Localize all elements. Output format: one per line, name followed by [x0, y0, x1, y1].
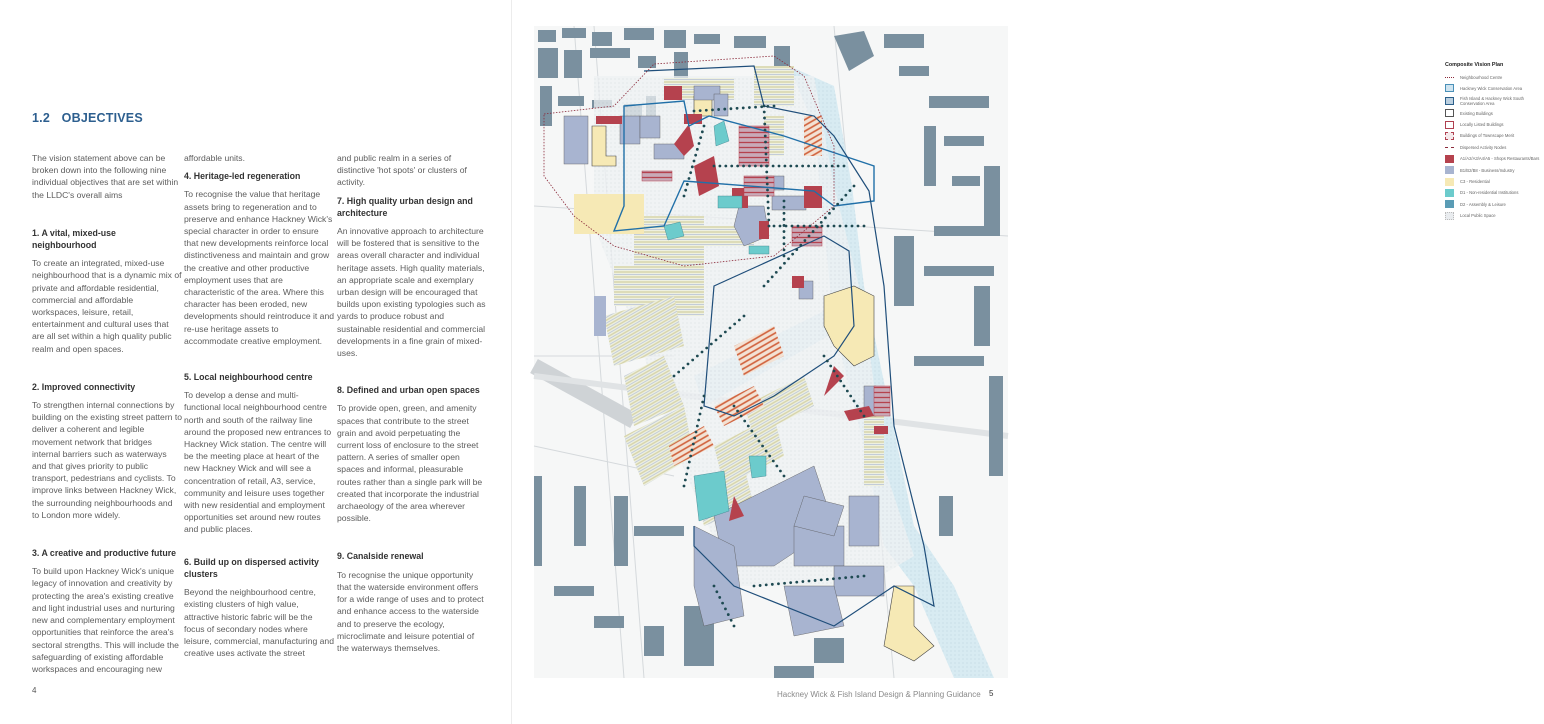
activity-node-dot: [787, 257, 790, 260]
activity-node-dot: [803, 225, 806, 228]
activity-node-dot: [750, 430, 753, 433]
activity-node-dot: [761, 445, 764, 448]
activity-node-dot: [804, 239, 807, 242]
activity-node-dot: [763, 123, 766, 126]
activity-node-dot: [775, 271, 778, 274]
activity-node-dot: [783, 224, 786, 227]
activity-node-dot: [699, 413, 702, 416]
activity-node-dot: [813, 165, 816, 168]
section-title: [32, 111, 143, 125]
activity-node-dot: [766, 177, 769, 180]
activity-node-dot: [724, 165, 727, 168]
activity-node-dot: [771, 583, 774, 586]
activity-node-dot: [763, 285, 766, 288]
activity-node-dot: [856, 575, 859, 578]
activity-node-dot: [701, 351, 704, 354]
activity-node-dot: [705, 109, 708, 112]
objective-1-heading: 1. A vital, mixed-use neighbourhood: [32, 227, 116, 251]
activity-node-dot: [736, 107, 739, 110]
legend-item: [1445, 121, 1540, 129]
activity-node-dot: [863, 575, 866, 578]
activity-node-dot: [837, 165, 840, 168]
activity-node-dot: [853, 400, 856, 403]
activity-node-dot: [783, 200, 786, 203]
text-column-1: [32, 152, 182, 675]
activity-node-dot: [771, 276, 774, 279]
activity-node-dot: [699, 136, 702, 139]
activity-node-dot: [754, 106, 757, 109]
activity-node-dot: [736, 410, 739, 413]
activity-node-dot: [789, 165, 792, 168]
activity-node-dot: [783, 242, 786, 245]
text-column-2: [184, 152, 334, 659]
activity-node-dot: [827, 225, 830, 228]
footer-document-title: Hackney Wick & Fish Island Design & Planning Guidance: [777, 690, 981, 699]
legend-swatch-icon: [1445, 84, 1454, 92]
activity-node-dot: [783, 248, 786, 251]
activity-node-dot: [738, 319, 741, 322]
activity-node-dot: [748, 106, 751, 109]
activity-node-dot: [689, 455, 692, 458]
activity-node-dot: [763, 117, 766, 120]
legend-item: [1445, 109, 1540, 117]
activity-node-dot: [853, 185, 856, 188]
activity-node-dot: [693, 437, 696, 440]
activity-node-dot: [754, 165, 757, 168]
activity-node-dot: [773, 105, 776, 108]
activity-node-dot: [836, 203, 839, 206]
legend-swatch-icon: [1445, 212, 1454, 220]
activity-node-dot: [808, 580, 811, 583]
legend-item: [1445, 84, 1540, 92]
activity-node-dot: [779, 266, 782, 269]
activity-node-dot: [733, 405, 736, 408]
activity-node-dot: [766, 105, 769, 108]
activity-node-dot: [766, 189, 769, 192]
activity-node-dot: [692, 443, 695, 446]
objective-8-heading: 8. Defined and urban open spaces: [337, 385, 480, 396]
legend-label: Locally Listed Buildings: [1460, 122, 1504, 128]
activity-node-dot: [701, 130, 704, 133]
legend-swatch-icon: [1445, 147, 1454, 148]
legend-swatch-icon: [1445, 121, 1454, 129]
activity-node-dot: [791, 253, 794, 256]
activity-node-dot: [797, 225, 800, 228]
activity-node-dot: [850, 576, 853, 579]
activity-node-dot: [772, 460, 775, 463]
activity-node-dot: [677, 371, 680, 374]
activity-node-dot: [777, 582, 780, 585]
activity-node-dot: [767, 219, 770, 222]
left-page-number: 4: [32, 686, 37, 695]
activity-node-dot: [829, 365, 832, 368]
activity-node-dot: [849, 395, 852, 398]
activity-node-dot: [851, 225, 854, 228]
activity-node-dot: [789, 581, 792, 584]
activity-node-dot: [730, 619, 733, 622]
activity-node-dot: [743, 315, 746, 318]
activity-node-dot: [833, 225, 836, 228]
activity-node-dot: [723, 108, 726, 111]
activity-node-dot: [764, 147, 767, 150]
objective-9-heading: 9. Canalside renewal: [337, 551, 424, 562]
activity-node-dot: [783, 582, 786, 585]
activity-node-dot: [700, 407, 703, 410]
activity-node-dot: [724, 607, 727, 610]
activity-node-dot: [710, 343, 713, 346]
legend-item: [1445, 132, 1540, 140]
activity-node-dot: [857, 225, 860, 228]
objective-8-body: To provide open, green, and amenity spaces that contribute to the street grain and avoid perpetuating the current loss of enclosure to the street pattern. A series of smaller open spaces and informal, pleasurable routes rather than a single park will be created that incorporate the industrial archaeology of the area wherever possible.: [337, 403, 483, 524]
activity-node-dot: [812, 230, 815, 233]
activity-node-dot: [836, 375, 839, 378]
activity-node-dot: [713, 165, 716, 168]
activity-node-dot: [698, 142, 701, 145]
legend-label: Existing Buildings: [1460, 110, 1493, 116]
activity-node-dot: [764, 129, 767, 132]
legend-item: [1445, 96, 1540, 106]
activity-node-dot: [693, 110, 696, 113]
legend-label: Fish Island & Hackney Wick South Conservation Area: [1460, 95, 1525, 106]
activity-node-dot: [691, 449, 694, 452]
objective-6-body-continued: and public realm in a series of distinctive 'hot spots' or clusters of activity.: [337, 153, 467, 188]
activity-node-dot: [773, 225, 776, 228]
activity-node-dot: [748, 165, 751, 168]
activity-node-dot: [863, 415, 866, 418]
activity-node-dot: [688, 461, 691, 464]
activity-node-dot: [784, 165, 787, 168]
activity-node-dot: [742, 107, 745, 110]
activity-node-dot: [795, 248, 798, 251]
activity-node-dot: [733, 625, 736, 628]
activity-node-dot: [689, 171, 692, 174]
activity-node-dot: [753, 585, 756, 588]
objective-6-heading: 6. Build up on dispersed activity clusters: [184, 556, 319, 579]
activity-node-dot: [759, 584, 762, 587]
activity-node-dot: [765, 583, 768, 586]
activity-node-dot: [783, 212, 786, 215]
intro-paragraph: The vision statement above can be broken down into the following nine individual objectives that are set within the LLDC's overall aims: [32, 153, 179, 200]
activity-node-dot: [765, 450, 768, 453]
objective-2-heading: 2. Improved connectivity: [32, 381, 136, 392]
activity-node-dot: [711, 108, 714, 111]
objective-9-body: To recognise the unique opportunity that the waterside environment offers for a wide range of uses and to protect and enhance access to the waterside and to preserve the ecology, microclimate and leisure potential of the waterways themselves.: [337, 569, 484, 653]
activity-node-dot: [683, 485, 686, 488]
activity-node-dot: [783, 475, 786, 478]
objective-3-body-continued: affordable units.: [184, 153, 245, 163]
activity-node-dot: [783, 255, 786, 258]
legend-label: A1/A2/A3/A4/A5 - Shops Restaurants/Bars: [1460, 156, 1540, 162]
activity-node-dot: [721, 602, 724, 605]
right-page-number: 5: [989, 689, 994, 698]
activity-node-dot: [765, 159, 768, 162]
activity-node-dot: [849, 189, 852, 192]
objective-3-heading: 3. A creative and productive future: [32, 548, 177, 559]
activity-node-dot: [766, 165, 769, 168]
objective-7-body: An innovative approach to architecture will be fostered that is sensitive to the areas overall character and individual heritage assets. High quality materials, an appropriate scale and exemplary urban design will be encouraged that builds upon existing typologies such as yards to produce robust and sustainable residential and commercial developments in a fine grain of mixed-uses.: [337, 226, 486, 359]
activity-node-dot: [699, 109, 702, 112]
legend-label: D2 - Assembly & Leisure: [1460, 201, 1506, 207]
activity-node-dot: [844, 576, 847, 579]
section-heading: OBJECTIVES: [61, 111, 143, 125]
activity-node-dot: [696, 148, 699, 151]
activity-node-dot: [839, 225, 842, 228]
legend-swatch-icon: [1445, 166, 1454, 174]
activity-node-dot: [715, 590, 718, 593]
legend-item: [1445, 166, 1540, 174]
legend-swatch-icon: [1445, 132, 1454, 140]
legend-swatch-icon: [1445, 109, 1454, 117]
activity-node-dot: [824, 216, 827, 219]
activity-node-dot: [733, 323, 736, 326]
activity-node-dot: [859, 410, 862, 413]
legend-label: C3 - Residential: [1460, 179, 1490, 185]
legend-swatch-icon: [1445, 189, 1454, 197]
activity-node-dot: [765, 153, 768, 156]
activity-node-dot: [688, 177, 691, 180]
activity-node-dot: [845, 225, 848, 228]
legend-label: B1/B2/B8 - Business/Industry: [1460, 167, 1515, 173]
activity-node-dot: [747, 425, 750, 428]
activity-node-dot: [783, 206, 786, 209]
legend-label: Dispersed Activity Nodes: [1460, 144, 1507, 150]
objective-5-body: To develop a dense and multi-functional local neighbourhood centre north and south of the railway line around the proposed new entrances to Hackney Wick station. The centre will be the meeting place at heart of the new Hackney Wick and will see a concentration of retail, A3, service, community and leisure uses together with new residential and employment opportunities set around new routes and public places.: [184, 390, 332, 535]
activity-node-dot: [839, 380, 842, 383]
activity-node-dot: [758, 440, 761, 443]
activity-node-dot: [832, 577, 835, 580]
activity-node-dot: [823, 355, 826, 358]
objective-3-body: To build upon Hackney Wick's unique legacy of innovation and creativity by protecting the area's existing creative and light industrial uses and nurturing new and complementary employment opportunities that reinforce the area's sectoral strengths. This will include the safeguarding of existing affordable workspaces and encouraging new: [32, 566, 179, 674]
activity-node-dot: [783, 236, 786, 239]
activity-node-dot: [783, 262, 786, 265]
activity-node-dot: [807, 165, 810, 168]
activity-node-dot: [719, 335, 722, 338]
activity-node-dot: [765, 171, 768, 174]
legend-swatch-icon: [1445, 97, 1454, 105]
activity-node-dot: [729, 327, 732, 330]
activity-node-dot: [719, 165, 722, 168]
activity-node-dot: [701, 401, 704, 404]
activity-node-dot: [743, 420, 746, 423]
activity-node-dot: [693, 160, 696, 163]
activity-node-dot: [791, 225, 794, 228]
activity-node-dot: [826, 360, 829, 363]
activity-node-dot: [685, 473, 688, 476]
activity-node-dot: [703, 395, 706, 398]
legend-title: Composite Vision Plan: [1445, 62, 1504, 68]
activity-node-dot: [684, 189, 687, 192]
activity-node-dot: [694, 154, 697, 157]
activity-node-dot: [724, 331, 727, 334]
activity-node-dot: [772, 165, 775, 168]
legend-label: Buildings of Townscape Merit: [1460, 133, 1515, 139]
activity-node-dot: [764, 141, 767, 144]
activity-node-dot: [696, 425, 699, 428]
activity-node-dot: [703, 125, 706, 128]
section-number: 1.2: [32, 111, 50, 125]
activity-node-dot: [730, 165, 733, 168]
activity-node-dot: [687, 467, 690, 470]
activity-node-dot: [820, 221, 823, 224]
map-legend: [1441, 57, 1544, 256]
activity-node-dot: [846, 390, 849, 393]
activity-node-dot: [825, 165, 828, 168]
legend-label: Hackney Wick Conservation Area: [1460, 85, 1523, 91]
activity-node-dot: [832, 207, 835, 210]
activity-node-dot: [686, 183, 689, 186]
activity-node-dot: [840, 198, 843, 201]
activity-node-dot: [801, 165, 804, 168]
legend-swatch-icon: [1445, 155, 1454, 163]
activity-node-dot: [819, 165, 822, 168]
left-page: [0, 0, 512, 724]
objective-1-body: To create an integrated, mixed-use neighbourhood that is a dynamic mix of private and affordable residential, commercial and affordable workspaces, leisure, retail, entertainment and cultural uses that are all set within a high quality public realm and open spaces.: [32, 258, 182, 354]
activity-node-dot: [767, 207, 770, 210]
activity-node-dot: [740, 415, 743, 418]
activity-node-dot: [821, 225, 824, 228]
legend-label: Local Public Space: [1460, 213, 1496, 219]
activity-node-dot: [814, 579, 817, 582]
activity-node-dot: [691, 359, 694, 362]
activity-node-dot: [696, 355, 699, 358]
activity-node-dot: [730, 107, 733, 110]
activity-node-dot: [863, 225, 866, 228]
activity-node-dot: [775, 465, 778, 468]
activity-node-dot: [717, 108, 720, 111]
activity-node-dot: [809, 225, 812, 228]
legend-item: [1445, 189, 1540, 197]
activity-node-dot: [767, 201, 770, 204]
activity-node-dot: [844, 194, 847, 197]
legend-item: [1445, 143, 1540, 151]
activity-node-dot: [783, 218, 786, 221]
activity-node-dot: [816, 226, 819, 229]
activity-node-dot: [742, 165, 745, 168]
activity-node-dot: [843, 385, 846, 388]
composite-vision-plan-map: [534, 26, 1540, 678]
activity-node-dot: [691, 165, 694, 168]
activity-node-dot: [820, 578, 823, 581]
activity-node-dot: [682, 367, 685, 370]
objective-2-body: To strengthen internal connections by building on the existing street pattern to deliver a coherent and legible movement network that bridges internal barriers such as waterways and that gives priority to public transport, pedestrians and cyclists. To improve links between Hackney Wick, the surrounding neighbourhoods and to London more widely.: [32, 400, 183, 520]
activity-node-dot: [766, 195, 769, 198]
activity-node-dot: [687, 363, 690, 366]
activity-node-dot: [715, 339, 718, 342]
objective-6-body: Beyond the neighbourhood centre, existing clusters of high value, attractive historic fabric will be the focus of secondary nodes where leisure, commercial, manufacturing and creative uses activate the street: [184, 587, 334, 659]
activity-node-dot: [828, 212, 831, 215]
legend-item: [1445, 200, 1540, 208]
activity-node-dot: [833, 370, 836, 373]
activity-node-dot: [718, 596, 721, 599]
activity-node-dot: [779, 225, 782, 228]
activity-node-dot: [683, 195, 686, 198]
activity-node-dot: [763, 105, 766, 108]
activity-node-dot: [831, 165, 834, 168]
activity-node-dot: [801, 580, 804, 583]
activity-node-dot: [736, 165, 739, 168]
legend-label: Neighbourhood Centre: [1460, 74, 1503, 80]
residential-open: [574, 194, 644, 234]
activity-node-dot: [766, 183, 769, 186]
activity-node-dot: [778, 165, 781, 168]
legend-item: [1445, 178, 1540, 186]
activity-node-dot: [795, 165, 798, 168]
objective-7-heading: 7. High quality urban design and architecture: [337, 195, 473, 218]
activity-node-dot: [799, 244, 802, 247]
activity-node-dot: [764, 135, 767, 138]
activity-node-dot: [856, 405, 859, 408]
activity-node-dot: [843, 165, 846, 168]
activity-node-dot: [727, 613, 730, 616]
activity-node-dot: [808, 235, 811, 238]
objective-4-heading: 4. Heritage-led regeneration: [184, 171, 301, 182]
activity-node-dot: [684, 479, 687, 482]
activity-node-dot: [826, 578, 829, 581]
activity-node-dot: [767, 213, 770, 216]
activity-node-dot: [695, 431, 698, 434]
objective-5-heading: 5. Local neighbourhood centre: [184, 372, 313, 383]
legend-swatch-icon: [1445, 178, 1454, 186]
activity-node-dot: [760, 165, 763, 168]
legend-swatch-icon: [1445, 200, 1454, 208]
activity-node-dot: [763, 111, 766, 114]
activity-node-dot: [697, 419, 700, 422]
activity-node-dot: [779, 470, 782, 473]
activity-node-dot: [713, 585, 716, 588]
activity-node-dot: [673, 375, 676, 378]
legend-list: [1445, 73, 1540, 220]
activity-node-dot: [754, 435, 757, 438]
legend-item: [1445, 73, 1540, 81]
map-drawing: [534, 26, 1008, 678]
activity-node-dot: [768, 225, 771, 228]
activity-node-dot: [783, 230, 786, 233]
legend-item: [1445, 155, 1540, 163]
activity-node-dot: [767, 280, 770, 283]
activity-node-dot: [705, 347, 708, 350]
legend-swatch-icon: [1445, 77, 1454, 78]
activity-node-dot: [795, 581, 798, 584]
activity-node-dot: [838, 577, 841, 580]
text-column-3: [337, 152, 487, 654]
objective-4-body: To recognise the value that heritage assets bring to regeneration and to preserve and enhance Hackney Wick's special character in order to ensure that new developments reinforce local distinctiveness and maintain and grow the creative and other productive employment uses that are characteristic of the area. Where this character has been eroded, new developments should reintroduce it and re-use heritage assets to accommodate creative employment.: [184, 189, 335, 346]
legend-item: [1445, 212, 1540, 220]
activity-node-dot: [768, 455, 771, 458]
legend-label: D1 - Non-residential Institutions: [1460, 190, 1519, 196]
